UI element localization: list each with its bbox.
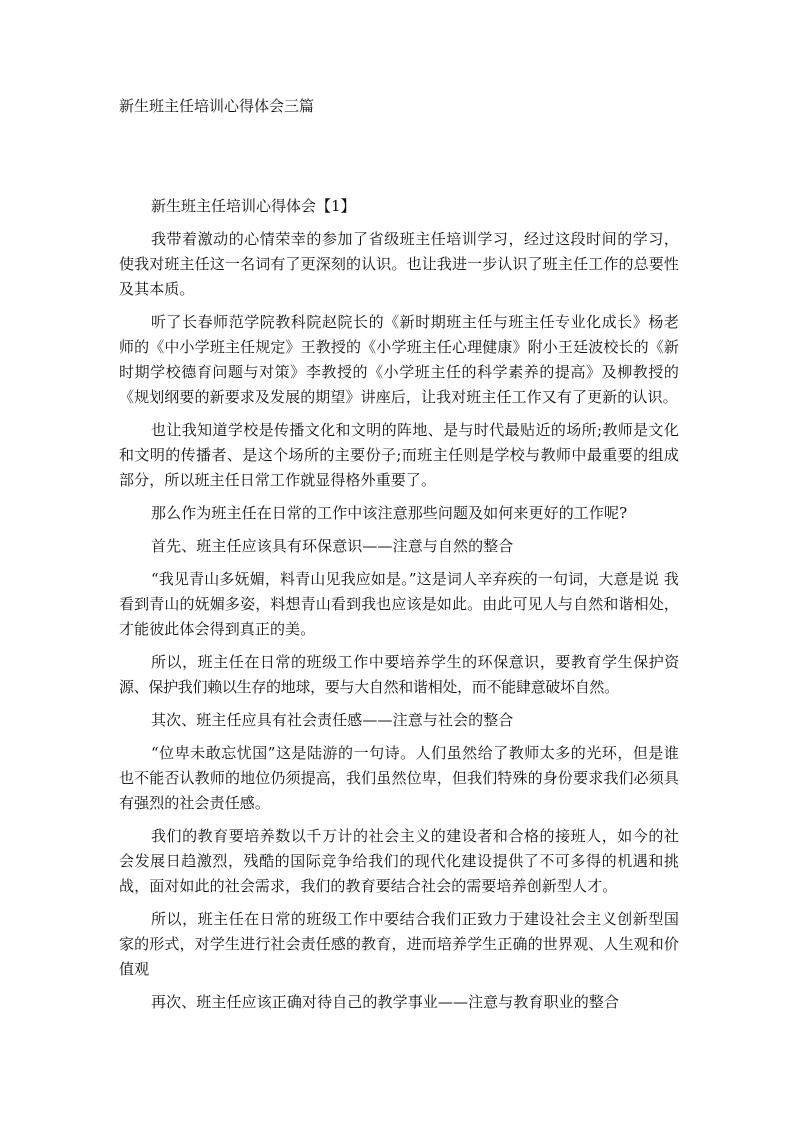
paragraph-12: 再次、班主任应该正确对待自己的教学事业——注意与教育职业的整合 (151, 993, 620, 1011)
paragraph-7: 所以，班主任在日常的班级工作中要培养学生的环保意识，要教育学生保护资源、保护我们赖以生存的地球，要与大自然和谐相处，而不能肆意破坏自然。 (119, 653, 679, 696)
paragraph-10: 我们的教育要培养数以千万计的社会主义的建设者和合格的接班人，如今的社会发展日趋激烈，残酷的国际竞争给我们的现代化建设提供了不可多得的机遇和挑战，面对如此的社会需求，我们的教育要结合社会的需要培养创新型人才。 (119, 827, 679, 895)
section-heading: 新生班主任培训心得体会【1】 (151, 197, 356, 215)
paragraph-2: 听了长春师范学院教科院赵院长的《新时期班主任与班主任专业化成长》杨老师的《中小学班主任规定》王教授的《小学班主任心理健康》附小王廷波校长的《新时期学校德育问题与对策》李教授的《小学班主任的科学素养的提高》及柳教授的《规划纲要的新要求及发展的期望》讲座后，让我对班主任工作又有了更新的认识。 (119, 313, 679, 406)
document-body (119, 193, 679, 1023)
paragraph-9: “位卑未敢忘忧国”这是陆游的一句诗。人们虽然给了教师太多的光环，但是谁也不能否认教师的地位仍须提高，我们虽然位卑，但我们特殊的身份要求我们必须具有强烈的社会责任感。 (119, 744, 679, 812)
paragraph-5: 首先、班主任应该具有环保意识——注意与自然的整合 (151, 537, 514, 555)
paragraph-8: 其次、班主任应具有社会责任感——注意与社会的整合 (151, 711, 514, 729)
paragraph-3: 也让我知道学校是传播文化和文明的阵地、是与时代最贴近的场所;教师是文化和文明的传播者、是这个场所的主要份子;而班主任则是学校与教师中最重要的组成部分，所以班主任日常工作就显得格外重要了。 (119, 421, 679, 489)
paragraph-4: 那么作为班主任在日常的工作中该注意那些问题及如何来更好的工作呢? (151, 504, 628, 522)
paragraph-1: 我带着激动的心情荣幸的参加了省级班主任培训学习，经过这段时间的学习，使我对班主任这一名词有了更深刻的认识。也让我进一步认识了班主任工作的总要性及其本质。 (119, 230, 679, 298)
document-title: 新生班主任培训心得体会三篇 (119, 97, 315, 115)
paragraph-6: “我见青山多妩媚，料青山见我应如是。”这是词人辛弃疾的一句词，大意是说 我看到青山的妩媚多姿，料想青山看到我也应该是如此。由此可见人与自然和谐相处，才能彼此体会得到真正的美。 (119, 570, 679, 638)
paragraph-11: 所以，班主任在日常的班级工作中要结合我们正致力于建设社会主义创新型国家的形式，对学生进行社会责任感的教育，进而培养学生正确的世界观、人生观和价值观 (119, 910, 679, 978)
